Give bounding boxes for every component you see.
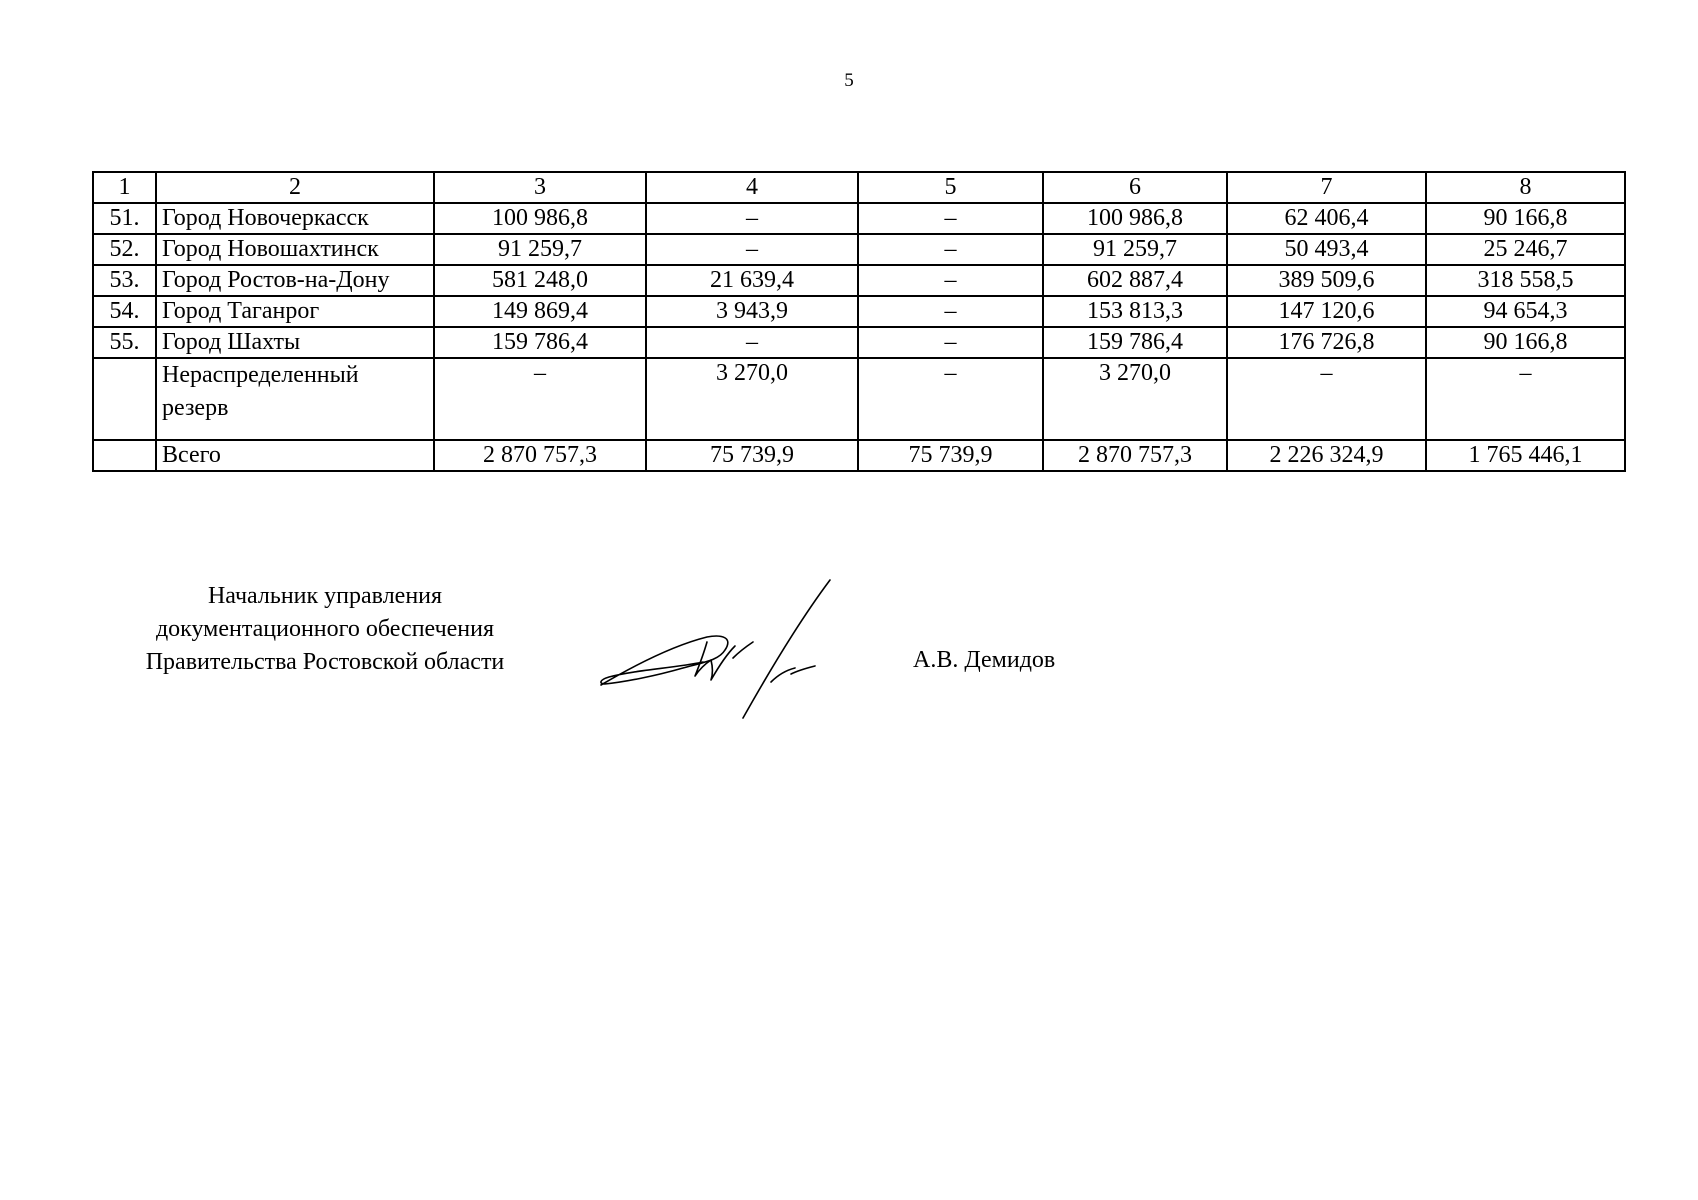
row-value: 153 813,3 bbox=[1043, 296, 1227, 327]
signer-position bbox=[100, 580, 550, 679]
total-row bbox=[93, 440, 1625, 471]
row-value: 3 943,9 bbox=[646, 296, 858, 327]
row-number bbox=[93, 440, 156, 471]
reserve-value: – bbox=[858, 358, 1043, 440]
table-body bbox=[93, 172, 1625, 471]
reserve-value: – bbox=[434, 358, 646, 440]
signer-position-line: Начальник управления bbox=[207, 583, 443, 609]
table-row bbox=[93, 327, 1625, 358]
row-value: – bbox=[646, 327, 858, 358]
row-value: 90 166,8 bbox=[1426, 203, 1625, 234]
row-value: 21 639,4 bbox=[646, 265, 858, 296]
header-cell: 2 bbox=[156, 172, 434, 203]
header-cell: 8 bbox=[1426, 172, 1625, 203]
total-value: 2 870 757,3 bbox=[434, 440, 646, 471]
row-value: 159 786,4 bbox=[1043, 327, 1227, 358]
reserve-value: – bbox=[1227, 358, 1426, 440]
row-value: 318 558,5 bbox=[1426, 265, 1625, 296]
row-value: 176 726,8 bbox=[1227, 327, 1426, 358]
total-value: 2 226 324,9 bbox=[1227, 440, 1426, 471]
header-cell: 7 bbox=[1227, 172, 1426, 203]
row-value: 50 493,4 bbox=[1227, 234, 1426, 265]
header-cell: 4 bbox=[646, 172, 858, 203]
reserve-label: Нераспределенный резерв bbox=[156, 358, 434, 440]
table-row bbox=[93, 203, 1625, 234]
row-value: 91 259,7 bbox=[1043, 234, 1227, 265]
row-value: – bbox=[646, 203, 858, 234]
table-header-row bbox=[93, 172, 1625, 203]
row-value: 100 986,8 bbox=[1043, 203, 1227, 234]
row-value: 25 246,7 bbox=[1426, 234, 1625, 265]
table-row bbox=[93, 296, 1625, 327]
reserve-value: – bbox=[1426, 358, 1625, 440]
row-value: – bbox=[858, 265, 1043, 296]
total-value: 2 870 757,3 bbox=[1043, 440, 1227, 471]
row-value: – bbox=[858, 203, 1043, 234]
header-cell: 5 bbox=[858, 172, 1043, 203]
row-name: Город Новошахтинск bbox=[156, 234, 434, 265]
row-value: – bbox=[858, 296, 1043, 327]
row-name: Город Новочеркасск bbox=[156, 203, 434, 234]
row-value: – bbox=[646, 234, 858, 265]
total-label: Всего bbox=[156, 440, 434, 471]
signer-position-line: Правительства Ростовской области bbox=[145, 649, 505, 675]
signer-name: А.В. Демидов bbox=[913, 647, 1056, 673]
row-value: 147 120,6 bbox=[1227, 296, 1426, 327]
total-value: 75 739,9 bbox=[646, 440, 858, 471]
row-name: Город Таганрог bbox=[156, 296, 434, 327]
row-number: 53. bbox=[93, 265, 156, 296]
total-value: 1 765 446,1 bbox=[1426, 440, 1625, 471]
data-table bbox=[92, 171, 1626, 472]
page-number: 5 bbox=[844, 70, 854, 91]
row-value: 581 248,0 bbox=[434, 265, 646, 296]
row-value: 62 406,4 bbox=[1227, 203, 1426, 234]
row-value: 91 259,7 bbox=[434, 234, 646, 265]
row-value: – bbox=[858, 234, 1043, 265]
table-row bbox=[93, 234, 1625, 265]
reserve-row bbox=[93, 358, 1625, 440]
header-cell: 6 bbox=[1043, 172, 1227, 203]
reserve-value: 3 270,0 bbox=[1043, 358, 1227, 440]
row-value: 149 869,4 bbox=[434, 296, 646, 327]
row-number bbox=[93, 358, 156, 440]
row-number: 54. bbox=[93, 296, 156, 327]
header-cell: 3 bbox=[434, 172, 646, 203]
table-row bbox=[93, 265, 1625, 296]
row-value: 90 166,8 bbox=[1426, 327, 1625, 358]
row-name: Город Шахты bbox=[156, 327, 434, 358]
row-value: 100 986,8 bbox=[434, 203, 646, 234]
reserve-value: 3 270,0 bbox=[646, 358, 858, 440]
signer-position-line: документационного обеспечения bbox=[155, 616, 495, 642]
handwritten-signature bbox=[595, 570, 885, 725]
row-value: – bbox=[858, 327, 1043, 358]
row-number: 55. bbox=[93, 327, 156, 358]
row-name: Город Ростов-на-Дону bbox=[156, 265, 434, 296]
total-value: 75 739,9 bbox=[858, 440, 1043, 471]
row-value: 159 786,4 bbox=[434, 327, 646, 358]
row-value: 94 654,3 bbox=[1426, 296, 1625, 327]
header-cell: 1 bbox=[93, 172, 156, 203]
row-number: 52. bbox=[93, 234, 156, 265]
row-value: 602 887,4 bbox=[1043, 265, 1227, 296]
row-number: 51. bbox=[93, 203, 156, 234]
row-value: 389 509,6 bbox=[1227, 265, 1426, 296]
